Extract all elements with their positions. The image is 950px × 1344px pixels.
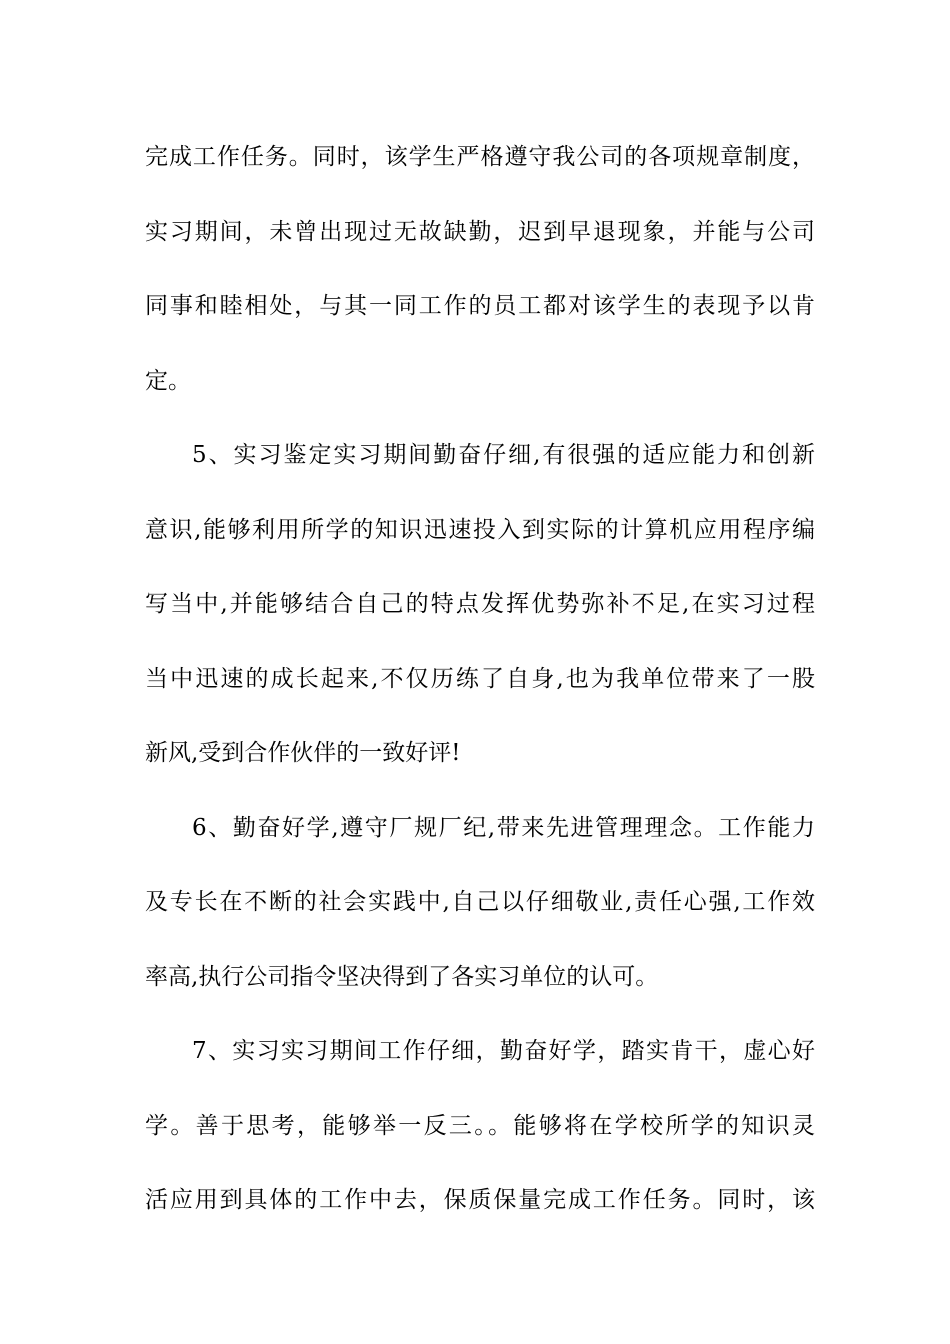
paragraph-first-line: 5、实习鉴定实习期间勤奋仔细,有很强的适应能力和创新 (192, 442, 815, 468)
paragraph-line: 定。 (145, 367, 191, 394)
document-body (145, 120, 815, 1238)
paragraph-line: 意识,能够利用所学的知识迅速投入到实际的计算机应用程序编 (145, 516, 815, 543)
paragraph-line: 及专长在不断的社会实践中,自己以仔细敬业,责任心强,工作效 (145, 889, 815, 915)
paragraph-first-line: 7、实习实习期间工作仔细，勤奋好学，踏实肯干，虚心好 (192, 1038, 815, 1064)
paragraph-line: 实习期间，未曾出现过无故缺勤，迟到早退现象，并能与公司 (145, 218, 815, 245)
paragraph-line: 新风,受到合作伙伴的一致好评! (145, 740, 461, 766)
paragraph-line: 当中迅速的成长起来,不仅历练了自身,也为我单位带来了一股 (145, 665, 815, 692)
paragraph-line: 同事和睦相处，与其一同工作的员工都对该学生的表现予以肯 (145, 293, 815, 319)
paragraph-first-line: 6、勤奋好学,遵守厂规厂纪,带来先进管理理念。工作能力 (192, 814, 815, 841)
paragraph-line: 学。善于思考，能够举一反三。。能够将在学校所学的知识灵 (145, 1112, 815, 1139)
paragraph-line: 率高,执行公司指令坚决得到了各实习单位的认可。 (145, 963, 659, 990)
paragraph-line: 写当中,并能够结合自己的特点发挥优势弥补不足,在实习过程 (145, 591, 815, 617)
paragraph-line: 活应用到具体的工作中去，保质保量完成工作任务。同时，该 (145, 1187, 815, 1213)
paragraph-line: 完成工作任务。同时，该学生严格遵守我公司的各项规章制度， (145, 144, 815, 170)
